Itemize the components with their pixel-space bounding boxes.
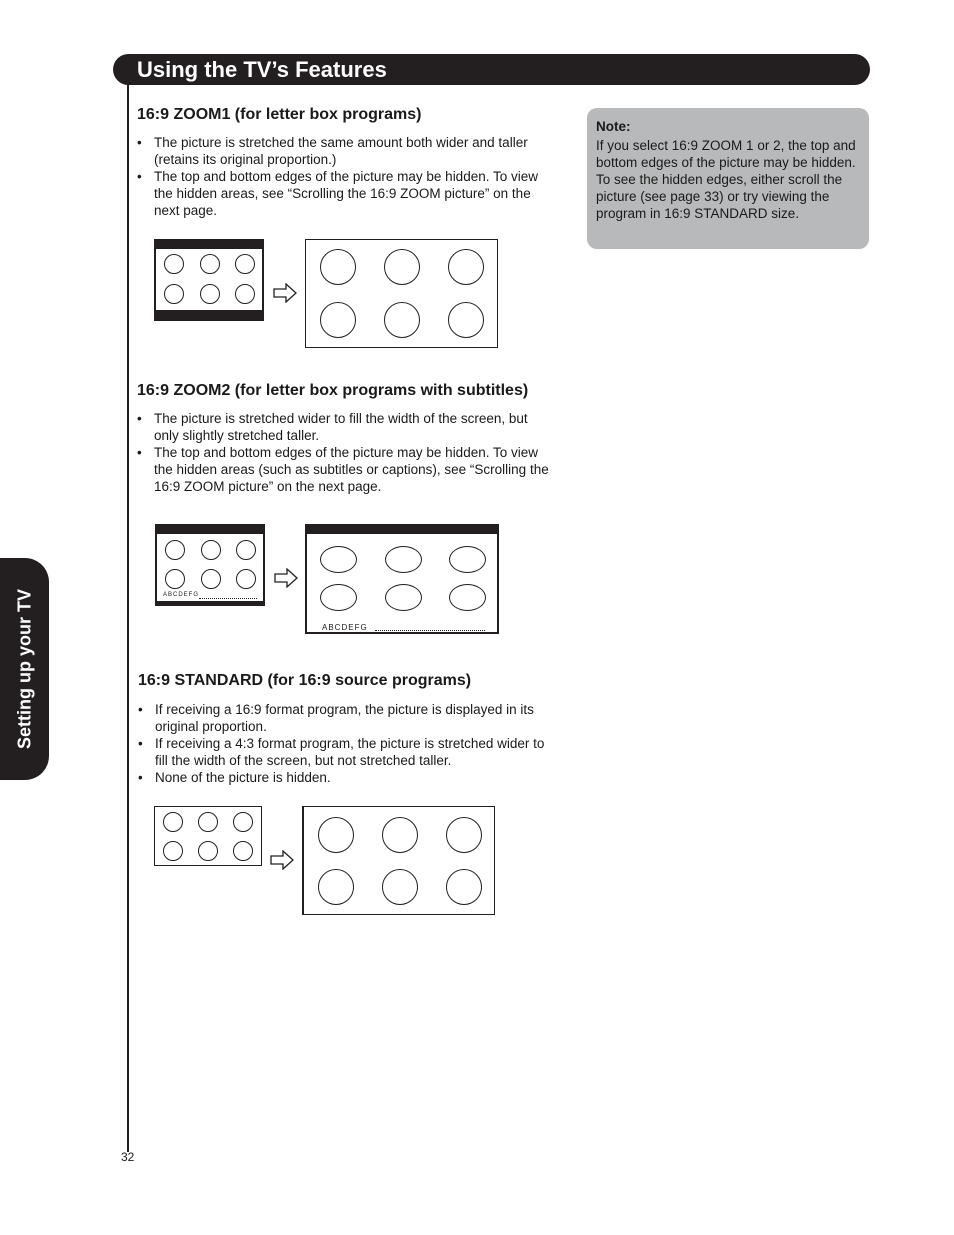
circle-shape <box>233 812 253 832</box>
page-number: 32 <box>121 1150 135 1164</box>
circle-shape <box>200 284 220 304</box>
circle-shape <box>318 817 354 853</box>
circle-shape <box>384 249 420 285</box>
circle-shape <box>320 302 356 338</box>
circle-shape <box>382 869 418 905</box>
circle-shape <box>448 302 484 338</box>
note-title: Note: <box>596 119 631 134</box>
letterbox-bar-top <box>156 241 262 249</box>
circle-shape <box>164 284 184 304</box>
circle-shape <box>384 302 420 338</box>
zoomed-screen-zoom1 <box>305 239 498 348</box>
circle-shape <box>236 540 256 560</box>
list-item: • The picture is stretched the same amount both wider and taller (retains its original proportion.) <box>137 134 551 168</box>
circle-shape <box>165 569 185 589</box>
circle-shape <box>235 254 255 274</box>
ellipse-shape <box>385 584 422 611</box>
right-arrow-icon <box>274 568 298 588</box>
circle-shape <box>446 869 482 905</box>
stretched-screen-standard <box>302 806 495 915</box>
section-heading-standard: 16:9 STANDARD (for 16:9 source programs) <box>138 672 472 689</box>
margin-rule <box>127 84 129 1152</box>
circle-shape <box>233 841 253 861</box>
circle-shape <box>320 249 356 285</box>
side-tab-label: Setting up your TV <box>14 589 34 749</box>
circle-shape <box>236 569 256 589</box>
bullet-list-standard <box>138 701 552 786</box>
circle-shape <box>163 841 183 861</box>
header-bar <box>113 54 870 85</box>
circle-shape <box>164 254 184 274</box>
letterbox-bar-top <box>307 526 497 534</box>
ellipse-shape <box>320 546 357 573</box>
section-side-tab <box>0 558 49 780</box>
page-title: Using the TV’s Features <box>137 57 387 82</box>
zoomed-screen-zoom2 <box>305 524 499 634</box>
list-item: • The top and bottom edges of the picture may be hidden. To view the hidden areas (such as subtitles or captions), see “Scrolling the 16:9 ZOOM picture” on the next page. <box>137 444 551 495</box>
bullet-list-zoom1 <box>137 134 551 219</box>
letterbox-bar-bottom <box>156 310 262 319</box>
circle-shape <box>201 540 221 560</box>
circle-shape <box>382 817 418 853</box>
circle-shape <box>200 254 220 274</box>
circle-shape <box>163 812 183 832</box>
letterbox-bar-bottom <box>157 601 263 604</box>
circle-shape <box>201 569 221 589</box>
list-item: • None of the picture is hidden. <box>138 769 552 786</box>
ellipse-shape <box>320 584 357 611</box>
list-item: • If receiving a 16:9 format program, the picture is displayed in its original proportion. <box>138 701 552 735</box>
section-heading-zoom1: 16:9 ZOOM1 (for letter box programs) <box>137 106 422 123</box>
circle-shape <box>446 817 482 853</box>
subtitle-dots <box>375 630 485 631</box>
ellipse-shape <box>385 546 422 573</box>
circle-shape <box>318 869 354 905</box>
subtitle-caption: ABCDEFG <box>322 623 368 632</box>
right-arrow-icon <box>273 283 297 303</box>
list-item: • The picture is stretched wider to fill the width of the screen, but only slightly stretched taller. <box>137 410 551 444</box>
letterbox-bar-top <box>157 526 263 534</box>
ellipse-shape <box>449 546 486 573</box>
list-item: • The top and bottom edges of the picture may be hidden. To view the hidden areas, see “Scrolling the 16:9 ZOOM picture” on the next page. <box>137 168 551 219</box>
ellipse-shape <box>449 584 486 611</box>
note-text: If you select 16:9 ZOOM 1 or 2, the top and bottom edges of the picture may be hidden. To see the hidden edges, either scroll the picture (see page 33) or try viewing the program in 16:9 STANDARD size. <box>596 138 856 221</box>
circle-shape <box>198 812 218 832</box>
list-item: • If receiving a 4:3 format program, the picture is stretched wider to fill the width of the screen, but not stretched taller. <box>138 735 552 769</box>
circle-shape <box>165 540 185 560</box>
source-screen-zoom2 <box>155 524 265 606</box>
section-heading-zoom2: 16:9 ZOOM2 (for letter box programs with subtitles) <box>137 382 529 399</box>
source-screen-zoom1 <box>154 239 264 321</box>
source-screen-standard <box>154 806 262 866</box>
subtitle-caption: ABCDEFG <box>163 592 200 598</box>
note-box <box>587 108 869 249</box>
right-arrow-icon <box>270 850 294 870</box>
subtitle-dots <box>199 598 257 599</box>
circle-shape <box>448 249 484 285</box>
circle-shape <box>235 284 255 304</box>
circle-shape <box>198 841 218 861</box>
bullet-list-zoom2 <box>137 410 551 495</box>
